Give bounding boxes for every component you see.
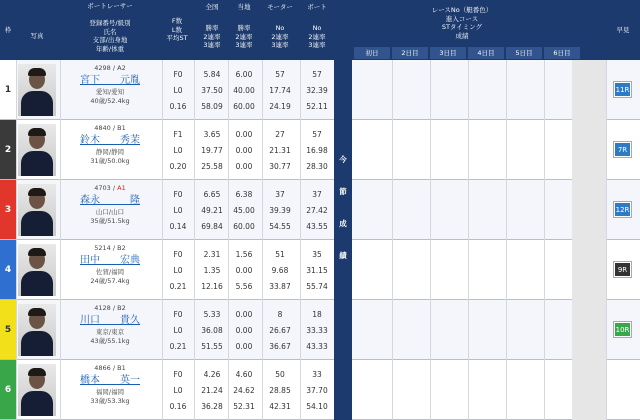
column-divider <box>162 60 163 420</box>
boat-stat: 18 <box>312 310 322 319</box>
racer-reg-line <box>60 364 160 373</box>
waku-number: 4 <box>0 240 16 300</box>
racer-branch: 静岡/静岡 <box>95 148 125 156</box>
touchi-stat: 24.62 <box>233 386 255 395</box>
racer-slash: / <box>110 64 118 72</box>
zenkoku-stat: 19.77 <box>201 146 223 155</box>
racer-age-weight: 31歳/50.0kg <box>90 157 130 165</box>
racer-info <box>60 244 160 286</box>
racer-f: F0 <box>173 190 183 199</box>
racer-l: L0 <box>173 146 183 155</box>
column-divider <box>16 60 17 420</box>
zenkoku-stat: 1.35 <box>203 266 221 275</box>
racer-name-link[interactable]: 鈴木 秀茉 <box>80 135 140 146</box>
header-waku: 枠 <box>4 25 12 34</box>
racer-branch: 愛知/愛知 <box>95 88 125 96</box>
zenkoku-stat: 58.09 <box>201 102 223 111</box>
touchi-stat: 60.00 <box>233 102 255 111</box>
racer-f: F0 <box>173 310 183 319</box>
zenkoku-stat: 37.50 <box>201 86 223 95</box>
touchi-stat: 1.56 <box>235 250 253 259</box>
racer-photo-body <box>21 271 53 296</box>
racer-st: 0.20 <box>169 162 187 171</box>
konsetsu-char: 成 <box>339 219 347 228</box>
motor-stat: 57 <box>275 70 285 79</box>
zenkoku-stat: 5.33 <box>203 310 221 319</box>
motor-stat: 28.85 <box>269 386 291 395</box>
racer-reg-number: 4298 <box>94 64 111 72</box>
racer-age-weight: 43歳/55.1kg <box>90 337 130 345</box>
header-boat-cols: No 2連率 3連率 <box>308 24 326 50</box>
sohaya-race-link[interactable]: 10R <box>614 322 631 337</box>
racer-photo <box>18 244 56 296</box>
racer-photo-hair <box>28 128 46 136</box>
header-boat-racer: ボートレーサー <box>87 1 133 10</box>
sohaya-race-link[interactable]: 11R <box>614 82 631 97</box>
racer-slash: / <box>110 124 118 132</box>
motor-stat: 9.68 <box>271 266 289 275</box>
day-header: 4日目 <box>468 47 504 59</box>
column-divider <box>228 60 229 420</box>
touchi-stat: 6.38 <box>235 190 253 199</box>
motor-stat: 26.67 <box>269 326 291 335</box>
racer-photo-body <box>21 391 53 416</box>
racer-photo-hair <box>28 368 46 376</box>
konsetsu-char: 今 <box>339 155 347 164</box>
racer-age-weight: 35歳/51.5kg <box>90 217 130 225</box>
racer-class: B1 <box>117 364 126 372</box>
racer-reg-line <box>60 244 160 253</box>
racer-st: 0.14 <box>169 222 187 231</box>
racer-age-weight: 33歳/53.3kg <box>90 397 130 405</box>
racer-class: B2 <box>117 304 126 312</box>
touchi-stat: 52.31 <box>233 402 255 411</box>
boat-stat: 37 <box>312 190 322 199</box>
racer-reg-number: 5214 <box>94 244 111 252</box>
zenkoku-stat: 36.08 <box>201 326 223 335</box>
boat-stat: 32.39 <box>306 86 328 95</box>
racer-class: A1 <box>117 184 126 192</box>
boat-stat: 43.55 <box>306 222 328 231</box>
racer-photo-body <box>21 331 53 356</box>
zenkoku-stat: 4.26 <box>203 370 221 379</box>
racer-branch: 山口/山口 <box>95 208 125 216</box>
touchi-stat: 0.00 <box>235 162 253 171</box>
racer-slash: / <box>110 304 118 312</box>
racer-photo <box>18 364 56 416</box>
boat-stat: 16.98 <box>306 146 328 155</box>
waku-number: 6 <box>0 360 16 420</box>
motor-stat: 33.87 <box>269 282 291 291</box>
boat-stat: 33 <box>312 370 322 379</box>
motor-stat: 24.19 <box>269 102 291 111</box>
racer-photo <box>18 184 56 236</box>
zenkoku-stat: 2.31 <box>203 250 221 259</box>
racer-photo-body <box>21 211 53 236</box>
racer-info <box>60 184 160 226</box>
waku-number: 3 <box>0 180 16 240</box>
racer-name-link[interactable]: 森永 隆 <box>80 195 140 206</box>
racer-slash: / <box>110 184 118 192</box>
header-f-l-st: F数 L数 平均ST <box>166 17 188 43</box>
racer-f: F0 <box>173 70 183 79</box>
waku-number: 1 <box>0 60 16 120</box>
motor-stat: 50 <box>275 370 285 379</box>
racer-f: F0 <box>173 370 183 379</box>
touchi-stat: 40.00 <box>233 86 255 95</box>
day-header: 6日目 <box>544 47 580 59</box>
racer-name-link[interactable]: 田中 宏典 <box>80 255 140 266</box>
zenkoku-stat: 12.16 <box>201 282 223 291</box>
racer-branch: 福岡/福岡 <box>95 388 125 396</box>
racer-photo-body <box>21 91 53 116</box>
touchi-stat: 6.00 <box>235 70 253 79</box>
racer-reg-number: 4128 <box>94 304 111 312</box>
waku-number: 5 <box>0 300 16 360</box>
racer-reg-line <box>60 304 160 313</box>
sohaya-race-link[interactable]: 12R <box>614 202 631 217</box>
zenkoku-stat: 25.58 <box>201 162 223 171</box>
racer-class: B1 <box>117 124 126 132</box>
waku-number: 2 <box>0 120 16 180</box>
day-header: 2日目 <box>392 47 428 59</box>
touchi-stat: 0.00 <box>235 310 253 319</box>
motor-stat: 27 <box>275 130 285 139</box>
boat-stat: 52.11 <box>306 102 328 111</box>
header-touchi: 当地 <box>237 2 251 11</box>
racer-info <box>60 64 160 106</box>
racer-l: L0 <box>173 206 183 215</box>
konsetsu-char: 節 <box>339 187 347 196</box>
racer-l: L0 <box>173 326 183 335</box>
racer-info <box>60 124 160 166</box>
racer-age-weight: 40歳/52.4kg <box>90 97 130 105</box>
zenkoku-stat: 21.24 <box>201 386 223 395</box>
day-header: 5日目 <box>506 47 542 59</box>
header-race-info: レースNo（艇番色） 進入コース STタイミング 成績 <box>431 6 493 40</box>
racer-photo <box>18 124 56 176</box>
header-zenkoku: 全国 <box>205 2 219 11</box>
header-touchi-cols: 勝率 2連率 3連率 <box>235 24 253 50</box>
touchi-stat: 4.60 <box>235 370 253 379</box>
racer-st: 0.21 <box>169 282 187 291</box>
sohaya-race-link[interactable]: 9R <box>614 262 631 277</box>
boat-stat: 35 <box>312 250 322 259</box>
column-divider <box>194 60 195 420</box>
racer-l: L0 <box>173 266 183 275</box>
racer-photo-hair <box>28 188 46 196</box>
racer-f: F1 <box>173 130 183 139</box>
racer-st: 0.16 <box>169 102 187 111</box>
zenkoku-stat: 5.84 <box>203 70 221 79</box>
day-header: 初日 <box>354 47 390 59</box>
column-divider <box>606 60 607 420</box>
racer-slash: / <box>110 244 118 252</box>
zenkoku-stat: 3.65 <box>203 130 221 139</box>
boat-stat: 28.30 <box>306 162 328 171</box>
column-divider <box>430 60 431 420</box>
zenkoku-stat: 49.21 <box>201 206 223 215</box>
motor-stat: 17.74 <box>269 86 291 95</box>
column-divider <box>300 60 301 420</box>
day-header: 3日目 <box>430 47 466 59</box>
column-divider <box>262 60 263 420</box>
motor-stat: 8 <box>277 310 283 319</box>
motor-stat: 37 <box>275 190 285 199</box>
racer-l: L0 <box>173 386 183 395</box>
racer-name-link[interactable]: 宮下 元胤 <box>80 75 140 86</box>
boat-stat: 55.74 <box>306 282 328 291</box>
racer-reg-number: 4703 <box>94 184 111 192</box>
touchi-stat: 45.00 <box>233 206 255 215</box>
racer-photo <box>18 64 56 116</box>
touchi-stat: 0.00 <box>235 146 253 155</box>
touchi-stat: 0.00 <box>235 266 253 275</box>
sohaya-race-link[interactable]: 7R <box>614 142 631 157</box>
motor-stat: 21.31 <box>269 146 291 155</box>
column-divider <box>60 60 61 420</box>
column-divider <box>392 60 393 420</box>
racer-name-link[interactable]: 川口 貴久 <box>80 315 140 326</box>
konsetsu-char: 績 <box>339 251 347 260</box>
zenkoku-stat: 51.55 <box>201 342 223 351</box>
racer-slash: / <box>110 364 118 372</box>
racer-photo-body <box>21 151 53 176</box>
zenkoku-stat: 36.28 <box>201 402 223 411</box>
racer-photo-hair <box>28 248 46 256</box>
racer-st: 0.16 <box>169 402 187 411</box>
header-zenkoku-cols: 勝率 2連率 3連率 <box>203 24 221 50</box>
racer-branch: 佐賀/福岡 <box>95 268 125 276</box>
boat-stat: 33.33 <box>306 326 328 335</box>
touchi-stat: 0.00 <box>235 326 253 335</box>
header-boat: ボート <box>307 2 327 11</box>
boat-stat: 27.42 <box>306 206 328 215</box>
motor-stat: 36.67 <box>269 342 291 351</box>
boat-stat: 31.15 <box>306 266 328 275</box>
column-divider <box>544 60 545 420</box>
zenkoku-stat: 69.84 <box>201 222 223 231</box>
racer-reg-number: 4866 <box>94 364 111 372</box>
motor-stat: 39.39 <box>269 206 291 215</box>
touchi-stat: 5.56 <box>235 282 253 291</box>
sixth-day-column <box>572 60 606 420</box>
motor-stat: 51 <box>275 250 285 259</box>
racer-l: L0 <box>173 86 183 95</box>
header-motor: モーター <box>267 2 293 11</box>
boat-stat: 57 <box>312 130 322 139</box>
racer-class: A2 <box>117 64 126 72</box>
touchi-stat: 0.00 <box>235 342 253 351</box>
racer-f: F0 <box>173 250 183 259</box>
racer-age-weight: 24歳/57.4kg <box>90 277 130 285</box>
touchi-stat: 60.00 <box>233 222 255 231</box>
racer-reg-line <box>60 184 160 193</box>
racer-photo <box>18 304 56 356</box>
boat-stat: 54.10 <box>306 402 328 411</box>
konsetsu-column <box>334 60 352 420</box>
header-motor-cols: No 2連率 3連率 <box>271 24 289 50</box>
racer-reg-number: 4840 <box>94 124 111 132</box>
header-racer-info: 登録番号/級別 氏名 支部/出身地 年齢/体重 <box>89 19 131 53</box>
boat-stat: 57 <box>312 70 322 79</box>
touchi-stat: 0.00 <box>235 130 253 139</box>
racer-reg-line <box>60 124 160 133</box>
motor-stat: 42.31 <box>269 402 291 411</box>
racer-info <box>60 364 160 406</box>
racer-name-link[interactable]: 橋本 英一 <box>80 375 140 386</box>
column-divider <box>506 60 507 420</box>
column-divider <box>468 60 469 420</box>
header-photo: 写真 <box>30 31 44 40</box>
racer-branch: 東京/東京 <box>95 328 125 336</box>
motor-stat: 54.55 <box>269 222 291 231</box>
racer-st: 0.21 <box>169 342 187 351</box>
racer-class: B2 <box>117 244 126 252</box>
boat-stat: 37.70 <box>306 386 328 395</box>
racer-info <box>60 304 160 346</box>
header-sohaya: 早見 <box>616 25 630 34</box>
racer-photo-hair <box>28 68 46 76</box>
boat-stat: 43.33 <box>306 342 328 351</box>
motor-stat: 30.77 <box>269 162 291 171</box>
zenkoku-stat: 6.65 <box>203 190 221 199</box>
racer-photo-hair <box>28 308 46 316</box>
racer-reg-line <box>60 64 160 73</box>
